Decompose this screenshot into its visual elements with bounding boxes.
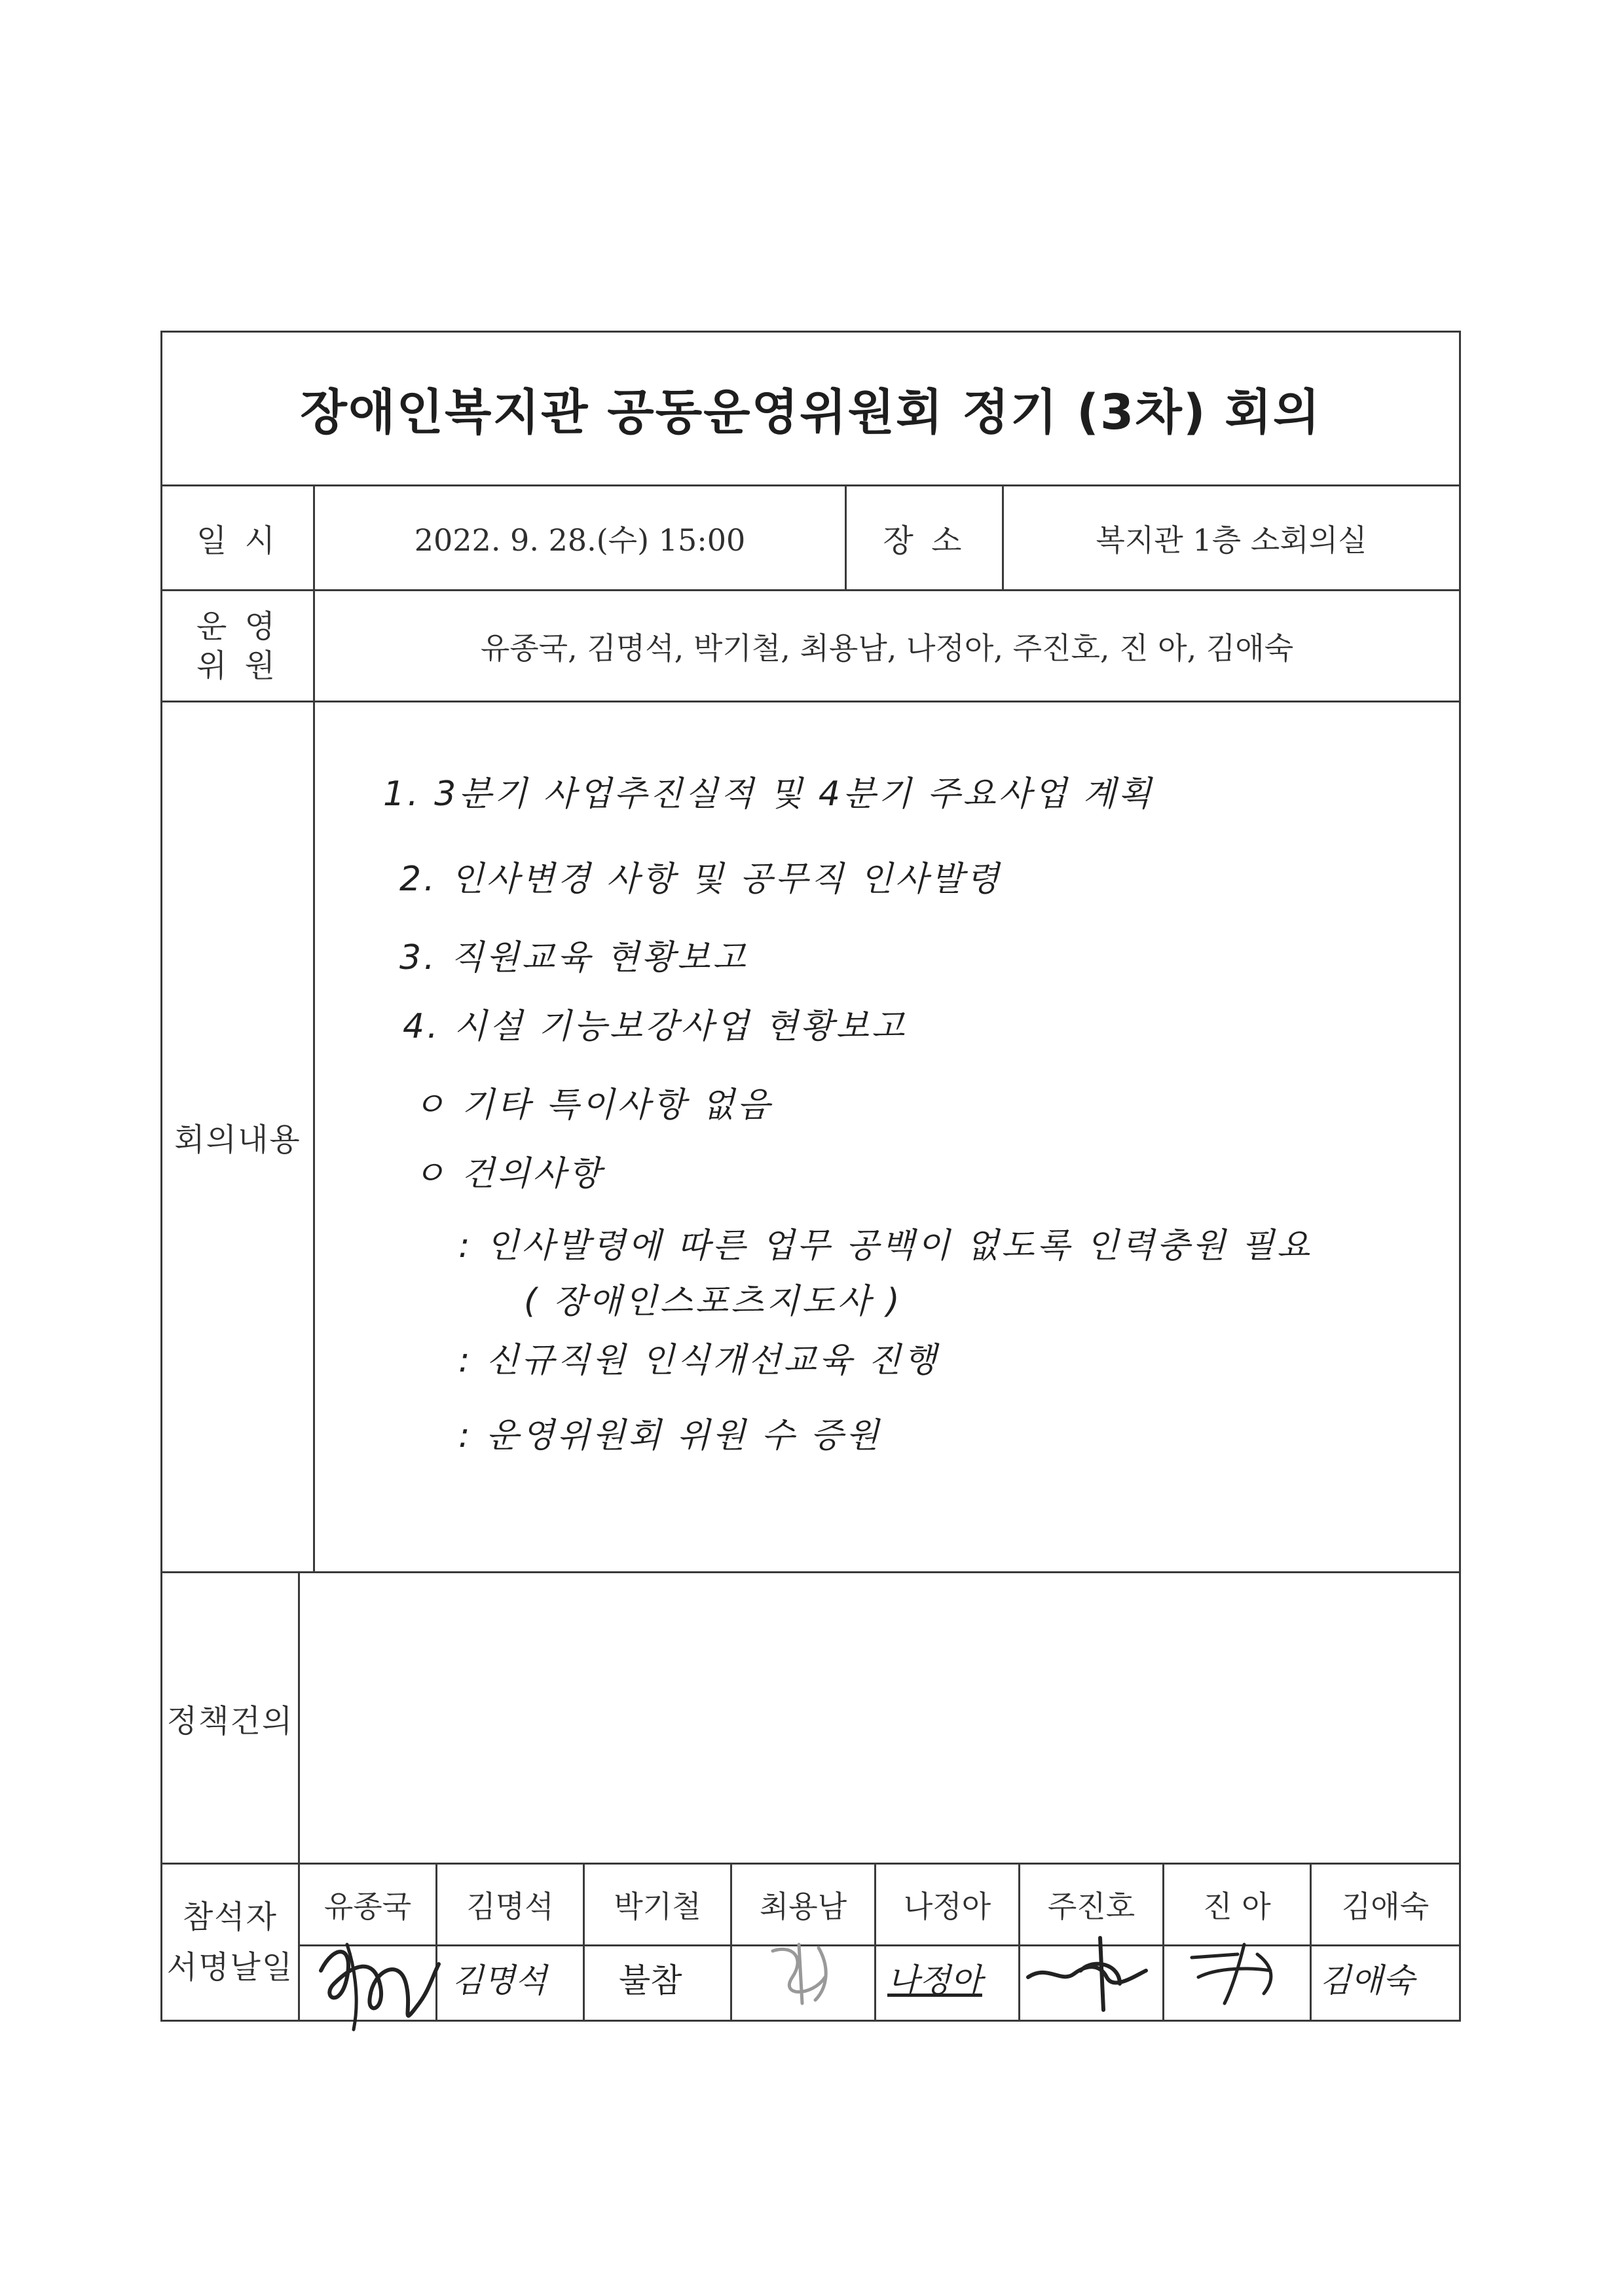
attendee-name: 유종국 [323,1889,412,1924]
signature-7 [1179,1931,1297,2010]
signature-scribble-icon [1022,1925,1153,2016]
signature-scribble-icon [753,1931,851,2010]
signature-4 [753,1931,851,2010]
policy-value [300,1573,1459,1863]
attendance-label-line1: 참석자 [182,1898,278,1935]
content-line-5: ㅇ 기타 특이사항 없음 [413,1085,773,1125]
table-border-right [1459,331,1461,2022]
content-line-9: : 신규직원 인식개선교육 진행 [458,1341,939,1380]
table-divider [160,701,1460,702]
signature-scribble-icon [1179,1931,1297,2010]
content-line-7: : 인사발령에 따른 업무 공백이 없도록 인력충원 필요 [458,1226,1313,1266]
attendee-name: 주진호 [1047,1889,1135,1924]
attendee-name: 김명석 [466,1889,554,1924]
date-label: 일 시 [196,522,279,559]
signature-3: 불참 [619,1961,682,1999]
content-line-8: ( 장애인스포츠지도사 ) [524,1282,902,1321]
content-line-4: 4. 시설 기능보강사업 현황보고 [403,1007,907,1046]
signature-1 [308,1918,445,2043]
document-title: 장애인복지관 공동운영위원회 정기 (3차) 회의 [300,384,1321,441]
attendance-label-line2: 서명날일 [166,1948,294,1986]
place-value: 복지관 1층 소회의실 [1096,522,1367,558]
content-line-6: ㅇ 건의사항 [413,1154,604,1194]
signature-5: 나정아 [887,1961,982,1999]
members-label-line2: 위 원 [196,647,279,684]
members-label-line1: 운 영 [196,608,279,645]
attendee-name: 박기철 [614,1889,701,1924]
signature-8: 김애숙 [1320,1961,1414,1999]
attendee-name: 김애숙 [1341,1889,1430,1924]
content-line-2: 2. 인사변경 사항 및 공무직 인사발령 [399,860,1002,899]
signature-2: 김명석 [452,1961,547,1999]
content-line-10: : 운영위원회 위원 수 증원 [458,1416,881,1455]
attendee-name: 나정아 [903,1889,991,1924]
signature-6 [1022,1925,1153,2016]
content-label: 회의내용 [174,1121,301,1158]
attendance-label [162,1865,298,2020]
members-label [162,591,313,701]
place-label: 장 소 [883,522,966,559]
signature-scribble-icon [308,1918,445,2043]
members-value: 유종국, 김명석, 박기철, 최용남, 나정아, 주진호, 진 아, 김애숙 [480,630,1294,666]
date-value: 2022. 9. 28.(수) 15:00 [414,522,746,558]
attendee-name: 진 아 [1203,1889,1271,1924]
attendee-name: 최용남 [759,1889,847,1924]
content-line-3: 3. 직원교육 현황보고 [399,938,748,977]
policy-label: 정책건의 [166,1702,294,1740]
content-line-1: 1. 3분기 사업추진실적 및 4분기 주요사업 계획 [383,774,1154,814]
